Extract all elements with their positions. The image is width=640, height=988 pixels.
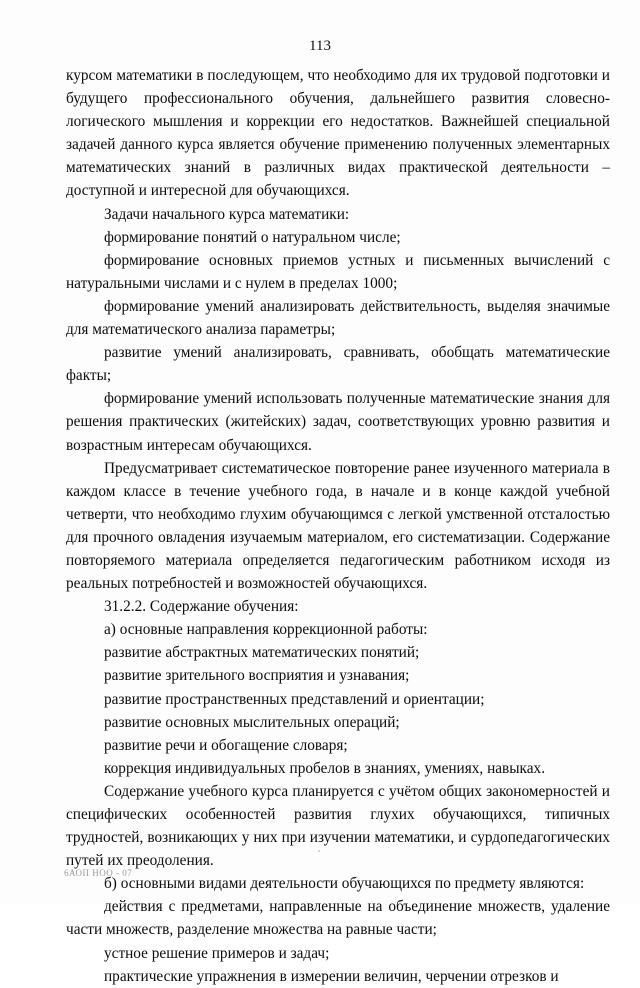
list-item: развитие абстрактных математических понятий; bbox=[104, 644, 420, 662]
subsection-heading: б) основными видами деятельности обучающихся по предмету являются: bbox=[104, 875, 585, 893]
list-item: практические упражнения в измерении величин, черчении отрезков и bbox=[104, 967, 559, 985]
list-item: развитие умений анализировать, сравнивать, обобщать математические факты; bbox=[66, 344, 610, 385]
subsection-heading: а) основные направления коррекционной работы: bbox=[104, 621, 428, 639]
list-item: формирование основных приемов устных и письменных вычислений с натуральными числами и с нулем в пределах 1000; bbox=[66, 251, 610, 292]
list-item: развитие зрительного восприятия и узнавания; bbox=[104, 667, 410, 685]
page-number: 113 bbox=[309, 38, 331, 54]
list-item: формирование понятий о натуральном числе; bbox=[104, 228, 401, 246]
section-heading: 31.2.2. Содержание обучения: bbox=[104, 598, 299, 616]
list-item: устное решение примеров и задач; bbox=[104, 944, 330, 962]
list-item: коррекция индивидуальных пробелов в знаниях, умениях, навыках. bbox=[104, 759, 546, 777]
page-body bbox=[66, 64, 610, 988]
list-item: развитие основных мыслительных операций; bbox=[104, 713, 400, 731]
paragraph: Предусматривает систематическое повторение ранее изученного материала в каждом классе в течение учебного года, в начале и в конце каждой учебной четверти, что необходимо глухим обучающимся с легкой умственной отсталостью для прочного овладения изучаемым материалом, его систематизации. Содержание повторяемого материала определяется педагогическим работником исходя из реальных потребностей и возможностей обучающихся. bbox=[66, 459, 610, 593]
paragraph: Содержание учебного курса планируется с учётом общих закономерностей и специфических особенностей развития глухих обучающихся, типичных трудностей, возникающих у них при изучении математики, и сурдопедагогических путей их преодоления. bbox=[66, 782, 610, 870]
list-item: формирование умений использовать полученные математические знания для решения практических (житейских) задач, соответствующих уровню развития и возрастным интересам обучающихся. bbox=[66, 390, 610, 454]
list-item: развитие речи и обогащение словаря; bbox=[104, 736, 348, 754]
list-item: развитие пространственных представлений и ориентации; bbox=[104, 690, 485, 708]
list-item: действия с предметами, направленные на объединение множеств, удаление части множеств, разделение множества на равные части; bbox=[66, 898, 610, 939]
scan-speck bbox=[318, 850, 320, 852]
paragraph: курсом математики в последующем, что необходимо для их трудовой подготовки и будущего профессионального обучения, дальнейшего развития словесно-логического мышления и коррекции его недостатков. Важнейшей специальной задачей данного курса является обучение применению полученных элементарных математических знаний в различных видах практической деятельности – доступной и интересной для обучающихся. bbox=[66, 67, 610, 200]
list-item: формирование умений анализировать действительность, выделяя значимые для математического анализа параметры; bbox=[66, 297, 610, 339]
page-footer: 6АОП НОО - 07 bbox=[64, 868, 133, 878]
paragraph: Задачи начального курса математики: bbox=[104, 205, 350, 223]
